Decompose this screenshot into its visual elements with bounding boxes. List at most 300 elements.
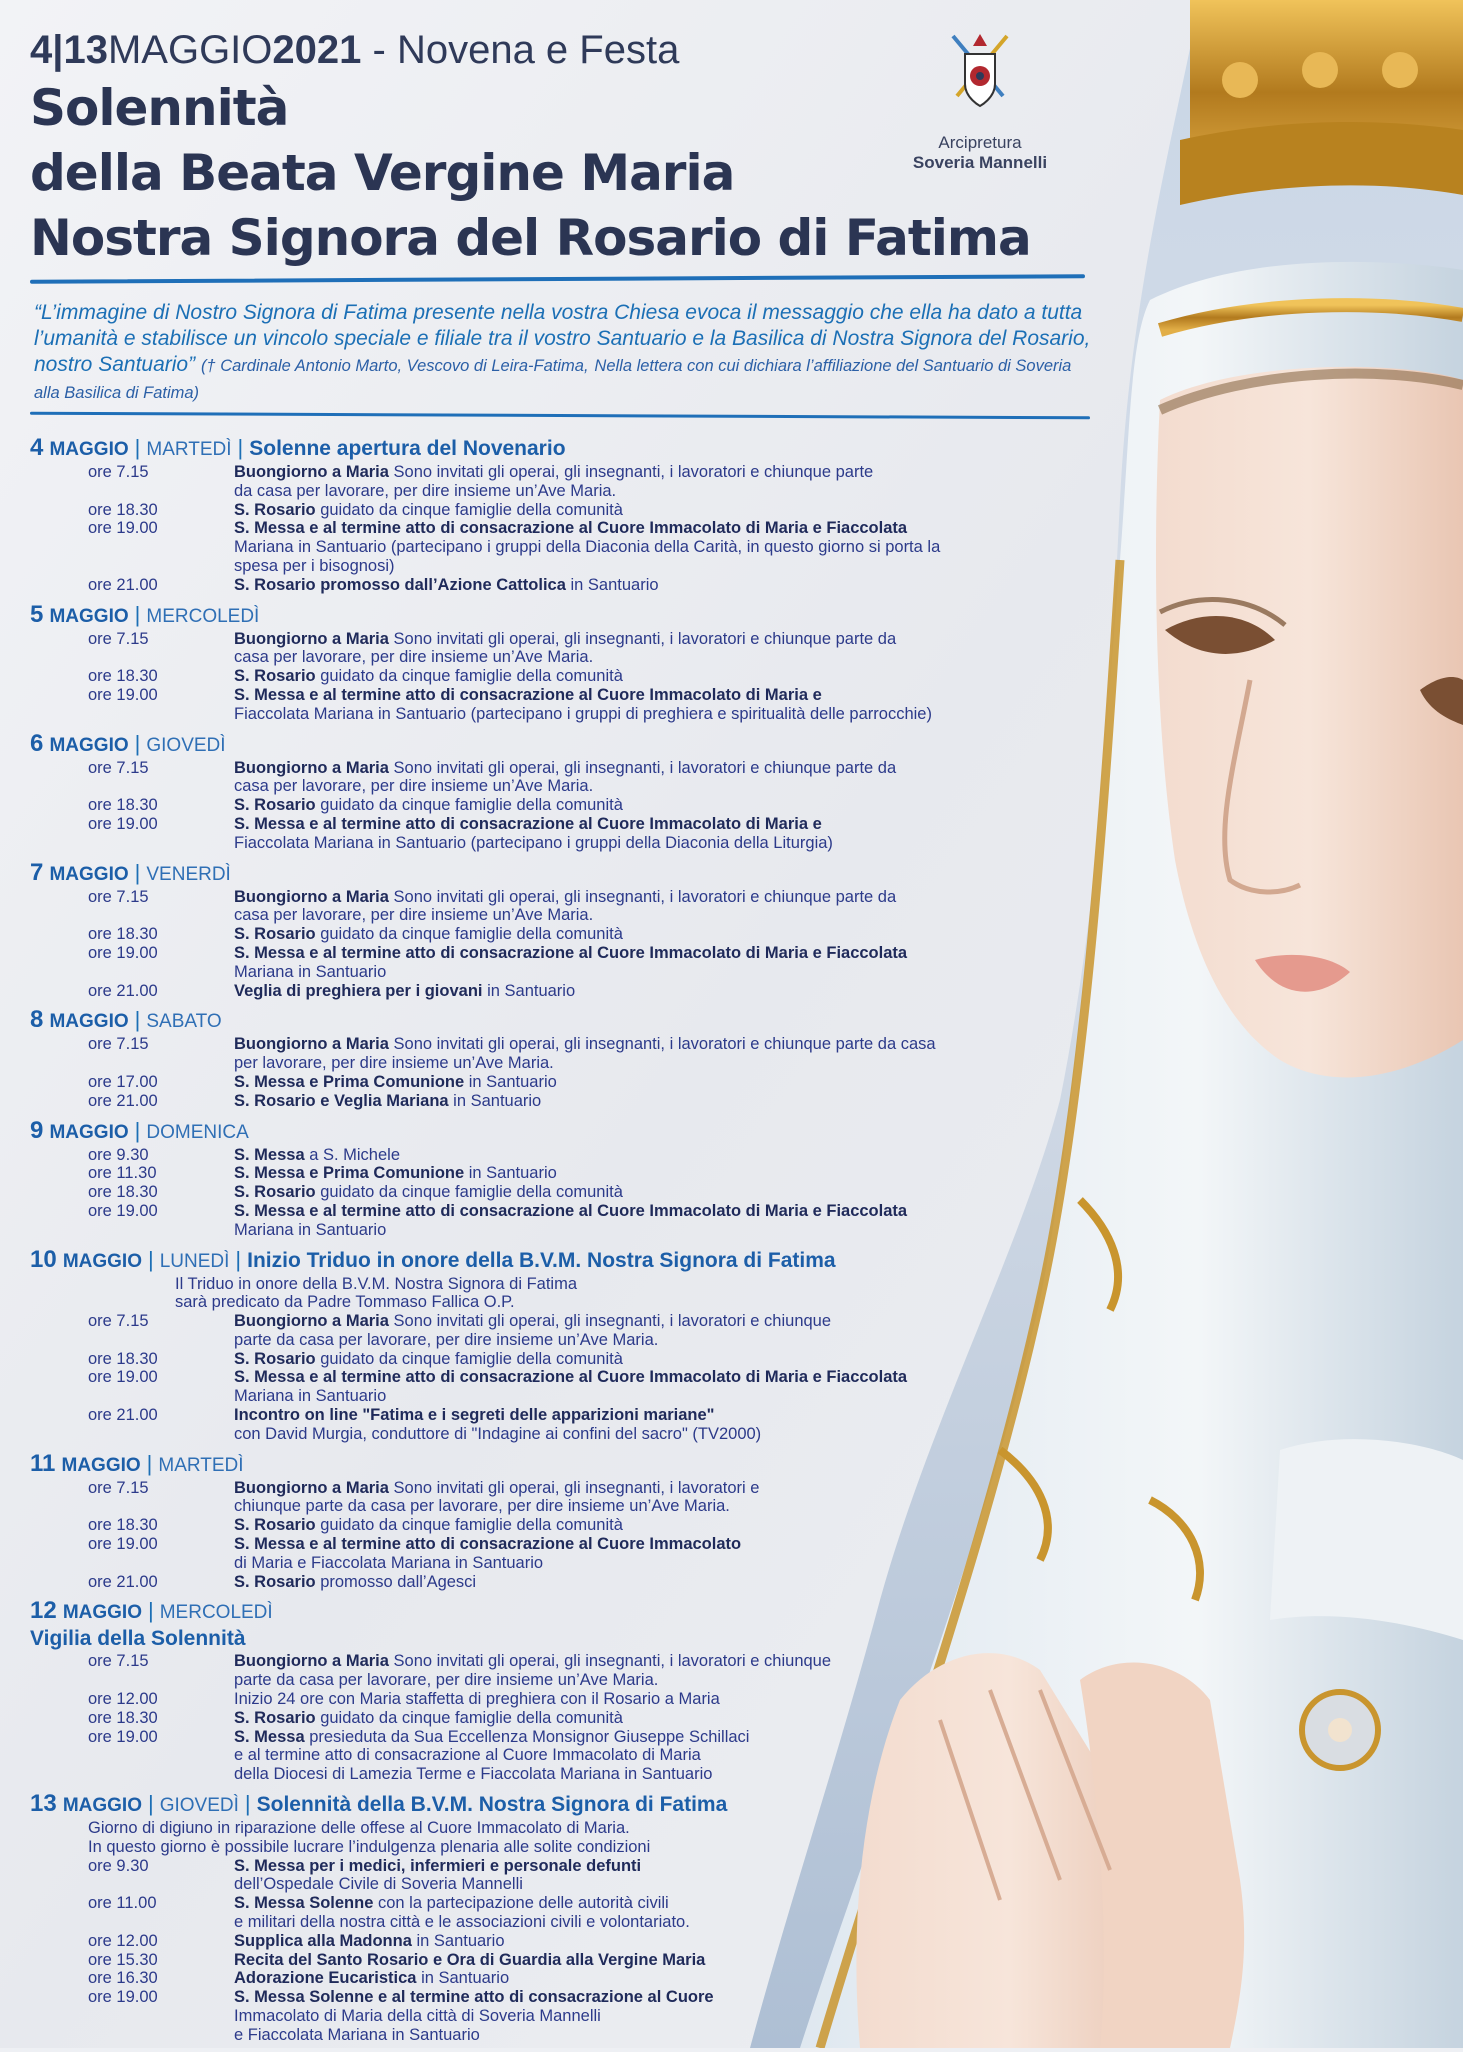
event-detail: in Santuario [448,1091,542,1110]
event-title: S. Rosario [234,1183,316,1202]
quote-divider [30,412,1090,420]
event-continuation [30,705,1080,724]
event-row [30,1035,1080,1054]
event-title: S. Rosario [234,500,316,519]
event-description [234,1164,1080,1183]
event-detail: della Diocesi di Lamezia Terme e Fiaccolata Mariana in Santuario [234,1765,713,1784]
event-detail: Sono invitati gli operai, gli insegnanti, i lavoratori e [388,1478,760,1497]
event-time: ore 12.00 [88,1931,158,1950]
day-separator: | [134,859,141,885]
event-row [30,463,1080,482]
event-detail: guidato da cinque famiglie della comunità [315,667,623,686]
event-detail: con la partecipazione delle autorità civili [373,1894,669,1913]
event-description [234,1073,1080,1092]
event-title: S. Messa e Prima Comunione [234,1072,465,1091]
event-description [234,1368,1080,1387]
day-block [30,860,1080,1001]
event-row [30,1894,1080,1913]
event-detail: con David Murgia, conduttore di "Indagine ai confini del sacro" (TV2000) [234,1424,762,1443]
event-title: S. Messa per i medici, infermieri e personale defunti [234,1856,642,1875]
day-heading [30,1247,1080,1275]
event-title: Buongiorno a Maria [234,1478,389,1497]
event-time: ore 11.00 [88,1894,157,1913]
event-title: S. Rosario [234,1708,316,1727]
day-separator: | [134,435,141,460]
event-continuation [30,834,1080,853]
event-title: Supplica alla Madonna [234,1931,412,1950]
event-time: ore 18.30 [88,796,158,815]
event-continuation [30,482,1080,501]
day-heading [30,435,1080,463]
event-detail: e Fiaccolata Mariana in Santuario [234,2025,480,2044]
day-month: MAGGIO [49,1011,129,1033]
event-detail: Mariana in Santuario [234,1220,387,1239]
event-description [234,1894,1080,1913]
event-row [30,1951,1080,1970]
day-heading [30,1791,1080,1819]
event-continuation [30,538,1080,557]
day-title: Solennità della B.V.M. Nostra Signora di Fatima [256,1793,728,1817]
event-time: ore 21.00 [88,575,158,594]
event-description [234,815,1080,834]
day-heading [30,1598,1080,1626]
day-heading [30,602,1080,630]
event-time: ore 12.00 [88,1690,158,1709]
day-number: 4 [30,434,44,461]
day-month: MAGGIO [62,1795,142,1817]
event-row [30,1988,1080,2007]
event-description [234,982,1080,1001]
event-title: Buongiorno a Maria [234,887,389,906]
day-separator: | [134,730,141,756]
coat-of-arms-icon [945,26,1015,126]
day-note: Il Triduo in onore della B.V.M. Nostra Signora di Fatima [175,1274,578,1293]
day-title: Solenne apertura del Novenario [249,437,566,460]
event-time: ore 18.30 [88,1708,158,1727]
event-description [234,1690,1080,1709]
event-continuation [30,2007,1080,2026]
event-title: S. Messa e al termine atto di consacrazione al Cuore Immacolato di Maria e Fiaccolata [234,943,908,962]
event-description [234,1951,1080,1970]
event-time: ore 7.15 [88,1652,149,1671]
event-title: Buongiorno a Maria [234,1312,389,1331]
event-detail: casa per lavorare, per dire insieme un’Ave Maria. [234,777,594,796]
event-description [234,1183,1080,1202]
event-detail: parte da casa per lavorare, per dire insieme un’Ave Maria. [234,1330,659,1349]
event-detail: in Santuario [464,1164,557,1183]
event-description [234,1535,1080,1554]
day-heading [30,1007,1080,1035]
day-note: sarà predicato da Padre Tommaso Fallica O.P. [175,1293,515,1312]
event-row [30,1368,1080,1387]
event-description [234,1857,1080,1876]
event-row [30,925,1080,944]
day-separator: | [237,435,244,460]
event-row [30,1969,1080,1988]
event-detail: da casa per lavorare, per dire insieme un’Ave Maria. [234,481,617,500]
event-time: ore 7.15 [88,463,149,481]
event-row [30,686,1080,705]
day-separator: | [134,1117,141,1143]
event-title: S. Rosario [234,1516,316,1535]
event-continuation [30,1746,1080,1765]
event-title: S. Messa Solenne [234,1894,374,1913]
event-title: Buongiorno a Maria [234,1652,389,1671]
event-row [30,888,1080,907]
title-line-1: Solennità [30,79,289,137]
event-description [234,1709,1080,1728]
event-description [234,1728,1080,1747]
day-weekday: MERCOLEDÌ [159,1602,273,1624]
day-weekday: SABATO [146,1011,222,1033]
day-block [30,602,1080,724]
event-continuation [30,777,1080,796]
day-separator: | [148,1598,154,1624]
day-block [30,435,1080,595]
event-detail: chiunque parte da casa per lavorare, per dire insieme un’Ave Maria. [234,1497,730,1516]
title-line-3: Nostra Signora del Rosario di Fatima [30,209,1031,267]
event-description [234,888,1080,907]
day-separator: | [148,1246,154,1272]
event-time: ore 21.00 [88,981,158,1000]
event-row [30,759,1080,778]
event-description [234,1969,1080,1988]
day-separator: | [134,601,141,627]
event-detail: di Maria e Fiaccolata Mariana in Santuario [234,1553,544,1572]
event-description [234,944,1080,963]
event-row [30,815,1080,834]
day-weekday: MARTEDÌ [146,439,232,460]
event-description [234,1035,1080,1054]
day-weekday: MARTEDÌ [158,1454,244,1476]
event-detail: presieduta da Sua Eccellenza Monsignor Giuseppe Schillaci [304,1727,750,1746]
event-description [234,1350,1080,1369]
event-continuation [30,1425,1080,1444]
day-weekday: VENERDÌ [146,863,231,885]
day-heading [30,1118,1080,1146]
event-detail: guidato da cinque famiglie della comunità [315,1516,623,1535]
event-row [30,1073,1080,1092]
event-time: ore 7.15 [88,1035,149,1054]
event-row [30,1164,1080,1183]
event-description [234,1932,1080,1951]
event-title: S. Messa [234,1727,305,1746]
event-title: S. Messa e al termine atto di consacrazione al Cuore Immacolato di Maria e [234,814,822,833]
event-time: ore 19.00 [88,814,158,833]
event-continuation [30,906,1080,925]
event-time: ore 19.00 [88,519,158,538]
event-time: ore 18.30 [88,1516,158,1535]
day-block [30,1007,1080,1110]
event-title: S. Rosario promosso dall’Azione Cattolica [234,575,566,594]
event-time: ore 18.30 [88,925,158,944]
event-row [30,1932,1080,1951]
event-time: ore 7.15 [88,629,149,648]
day-block [30,1791,1080,2045]
day-block [30,1247,1080,1444]
event-description [234,630,1080,649]
event-time: ore 19.00 [88,1988,158,2007]
event-description [234,796,1080,815]
event-description [234,667,1080,686]
event-title: S. Rosario [234,925,316,944]
event-description [234,686,1080,705]
day-heading [30,860,1080,888]
parish-logo: Arcipretura Soveria Mannelli [910,26,1050,173]
day-number: 6 [30,729,44,757]
event-detail: e militari della nostra città e le associazioni civili e volontariato. [234,1913,690,1932]
event-continuation [30,1913,1080,1932]
day-weekday: MERCOLEDÌ [146,605,260,627]
event-continuation [30,1331,1080,1350]
event-title: S. Messa e al termine atto di consacrazione al Cuore Immacolato di Maria e Fiaccolata [234,519,908,538]
event-detail: spesa per i bisognosi) [234,556,395,575]
event-time: ore 19.00 [88,1368,158,1387]
event-title: S. Rosario [234,1349,316,1368]
event-description [234,1988,1080,2007]
event-detail: guidato da cinque famiglie della comunità [315,925,623,944]
event-detail: Mariana in Santuario [234,962,387,981]
event-description [234,1573,1080,1592]
event-detail: Inizio 24 ore con Maria staffetta di preghiera con il Rosario a Maria [234,1690,720,1709]
event-title: Buongiorno a Maria [234,463,389,481]
event-row [30,1652,1080,1671]
event-row [30,1857,1080,1876]
event-row [30,1312,1080,1331]
day-heading [30,731,1080,759]
event-detail: Sono invitati gli operai, gli insegnanti, i lavoratori e chiunque [388,1312,832,1331]
event-detail: in Santuario [411,1931,505,1950]
event-time: ore 9.30 [88,1145,149,1164]
event-row [30,1516,1080,1535]
day-weekday: DOMENICA [146,1121,249,1143]
event-time: ore 15.30 [88,1950,158,1969]
event-time: ore 18.30 [88,500,158,519]
day-month: MAGGIO [49,863,129,885]
event-row [30,1406,1080,1425]
event-row [30,1728,1080,1747]
day-number: 13 [30,1790,57,1818]
event-title: Incontro on line "Fatima e i segreti delle apparizioni mariane" [234,1406,715,1425]
event-row [30,1350,1080,1369]
day-month: MAGGIO [49,734,129,756]
event-description [234,925,1080,944]
day-weekday: GIOVEDÌ [159,1795,239,1817]
event-detail: Sono invitati gli operai, gli insegnanti, i lavoratori e chiunque parte [388,463,874,481]
event-continuation [30,2026,1080,2045]
day-separator: | [148,1791,154,1817]
event-detail: guidato da cinque famiglie della comunità [315,1708,623,1727]
event-continuation [30,1054,1080,1073]
day-month: MAGGIO [61,1454,141,1476]
event-time: ore 17.00 [88,1072,158,1091]
event-time: ore 19.00 [88,685,158,704]
day-separator: | [244,1791,251,1817]
event-detail: Mariana in Santuario (partecipano i gruppi della Diaconia della Carità, in questo giorno si porta la [234,538,941,557]
event-title: S. Messa e al termine atto di consacrazione al Cuore Immacolato di Maria e Fiaccolata [234,1201,908,1220]
event-time: ore 7.15 [88,1312,149,1331]
event-dates: 4|13MAGGIO2021 - Novena e Festa [30,28,680,72]
day-month: MAGGIO [49,1121,129,1143]
title-line-2: della Beata Vergine Maria [30,144,735,202]
event-detail: casa per lavorare, per dire insieme un’Ave Maria. [234,648,594,667]
event-continuation [30,1765,1080,1784]
event-row [30,1690,1080,1709]
event-continuation [30,648,1080,667]
event-title: Buongiorno a Maria [234,1035,389,1054]
event-continuation [30,1875,1080,1894]
day-month: MAGGIO [62,1602,142,1624]
event-row [30,796,1080,815]
event-detail: guidato da cinque famiglie della comunità [315,1183,623,1202]
event-time: ore 19.00 [88,1201,158,1220]
event-detail: in Santuario [565,575,659,594]
event-continuation [30,1554,1080,1573]
day-number: 9 [30,1116,44,1144]
event-description [234,1516,1080,1535]
event-detail: Fiaccolata Mariana in Santuario (partecipano i gruppi della Diaconia della Liturgia) [234,833,833,852]
day-weekday: LUNEDÌ [159,1250,230,1272]
event-description [234,1312,1080,1331]
event-time: ore 19.00 [88,1535,158,1554]
day-separator: | [146,1450,153,1476]
event-detail: e al termine atto di consacrazione al Cuore Immacolato di Maria [234,1746,701,1765]
event-detail: guidato da cinque famiglie della comunità [315,796,623,815]
event-description [234,1652,1080,1671]
event-row [30,1709,1080,1728]
event-detail: in Santuario [464,1072,557,1091]
day-month: MAGGIO [49,439,129,460]
event-title: S. Messa e al termine atto di consacrazione al Cuore Immacolato [234,1535,742,1554]
event-detail: a S. Michele [304,1145,400,1164]
event-title: Buongiorno a Maria [234,758,389,777]
event-title: S. Messa Solenne e al termine atto di consacrazione al Cuore [234,1988,714,2007]
event-description [234,1479,1080,1498]
event-title: Veglia di preghiera per i giovani [234,981,483,1000]
event-continuation [30,557,1080,576]
event-title: S. Messa e al termine atto di consacrazione al Cuore Immacolato di Maria e Fiaccolata [234,1368,908,1387]
event-description [234,576,1080,595]
event-continuation [30,963,1080,982]
event-row [30,1479,1080,1498]
event-title: S. Messa [234,1145,305,1164]
event-detail: casa per lavorare, per dire insieme un’Ave Maria. [234,906,594,925]
event-title: Adorazione Eucaristica [234,1969,417,1988]
event-detail: Mariana in Santuario [234,1387,387,1406]
event-detail: Sono invitati gli operai, gli insegnanti, i lavoratori e chiunque [388,1652,832,1671]
event-time: ore 19.00 [88,1727,158,1746]
day-note: Giorno di digiuno in riparazione delle offese al Cuore Immacolato di Maria. [88,1819,630,1838]
event-time: ore 7.15 [88,758,149,777]
event-time: ore 7.15 [88,1478,149,1497]
day-month: MAGGIO [62,1250,142,1272]
day-heading [30,1451,1080,1479]
event-time: ore 7.15 [88,887,149,906]
event-row [30,944,1080,963]
day-number: 12 [30,1597,57,1625]
novena-schedule [30,435,1080,2052]
event-time: ore 18.30 [88,1349,158,1368]
event-description [234,501,1080,520]
event-row [30,630,1080,649]
event-row [30,1146,1080,1165]
event-detail: in Santuario [416,1969,510,1988]
event-title: Buongiorno a Maria [234,629,389,648]
event-row [30,667,1080,686]
event-detail: promosso dall’Agesci [315,1572,477,1591]
event-description [234,759,1080,778]
event-detail: Fiaccolata Mariana in Santuario (partecipano i gruppi di preghiera e spiritualità delle parrocchie) [234,704,932,723]
event-time: ore 19.00 [88,943,158,962]
event-description [234,1092,1080,1111]
event-description [234,1406,1080,1425]
day-block [30,1598,1080,1784]
event-detail: Sono invitati gli operai, gli insegnanti, i lavoratori e chiunque parte da [388,758,897,777]
event-row [30,1535,1080,1554]
event-detail: Sono invitati gli operai, gli insegnanti, i lavoratori e chiunque parte da [388,629,897,648]
event-title: S. Messa e al termine atto di consacrazione al Cuore Immacolato di Maria e [234,685,822,704]
day-separator: | [134,1007,141,1033]
day-title: Inizio Triduo in onore della B.V.M. Nostra Signora di Fatima [247,1248,836,1272]
event-detail: guidato da cinque famiglie della comunità [315,1349,623,1368]
event-row [30,982,1080,1001]
event-continuation [30,1671,1080,1690]
day-number: 5 [30,600,44,628]
day-number: 10 [30,1245,57,1273]
event-row [30,519,1080,538]
event-title: S. Rosario [234,796,316,815]
event-time: ore 18.30 [88,667,158,686]
event-row [30,576,1080,595]
event-time: ore 21.00 [88,1572,158,1591]
event-row [30,1573,1080,1592]
event-time: ore 18.30 [88,1183,158,1202]
event-title: Recita del Santo Rosario e Ora di Guardia alla Vergine Maria [234,1950,706,1969]
event-continuation [30,1387,1080,1406]
day-number: 7 [30,858,44,886]
event-detail: dell’Ospedale Civile di Soveria Mannelli [234,1875,523,1894]
cardinal-quote: “L’immagine di Nostro Signora di Fatima presente nella vostra Chiesa evoca il messaggio che ella ha dato a tutta l’umanità e stabilisce un vincolo speciale e filiale tra il vostro Santuario e la Basilica di Nostra Signora del Rosario, nostro Santuario” († Cardinale Antonio Marto, Vescovo di Leira-Fatima, Nella lettera con cui dichiara l’affiliazione del Santuario di Soveria alla Basilica di Fatima) [34,301,1091,402]
event-title: S. Messa e Prima Comunione [234,1164,465,1183]
day-block [30,731,1080,853]
event-description [234,463,1080,482]
day-note: In questo giorno è possibile lucrare l’indulgenza plenaria alle solite condizioni [88,1837,651,1856]
day-block [30,1451,1080,1592]
header-divider [30,274,1085,284]
day-month: MAGGIO [49,605,129,627]
event-description [234,1146,1080,1165]
event-description [234,519,1080,538]
event-row [30,1202,1080,1221]
event-detail: in Santuario [482,981,576,1000]
event-detail: Sono invitati gli operai, gli insegnanti, i lavoratori e chiunque parte da [388,887,897,906]
event-description [234,1202,1080,1221]
event-time: ore 16.30 [88,1969,158,1988]
event-continuation [30,1497,1080,1516]
event-title: S. Rosario [234,1572,316,1591]
event-continuation [30,1221,1080,1240]
event-title: S. Rosario e Veglia Mariana [234,1091,449,1110]
day-block [30,1118,1080,1240]
event-detail: Sono invitati gli operai, gli insegnanti, i lavoratori e chiunque parte da casa [388,1035,936,1054]
event-time: ore 21.00 [88,1091,158,1110]
day-number: 11 [30,1449,56,1477]
event-time: ore 9.30 [88,1856,149,1875]
event-time: ore 21.00 [88,1406,158,1425]
day-weekday: GIOVEDÌ [146,734,226,756]
event-detail: per lavorare, per dire insieme un’Ave Maria. [234,1054,554,1073]
vigil-label: Vigilia della Solennità [30,1627,246,1651]
